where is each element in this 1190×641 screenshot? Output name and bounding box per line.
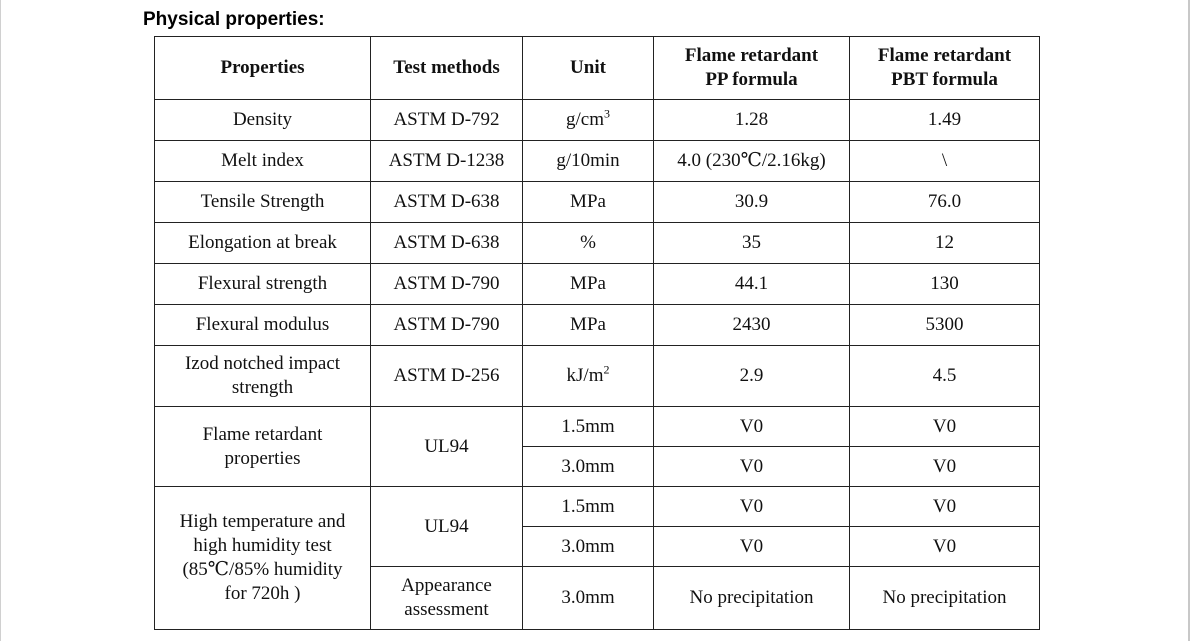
header-pbt-formula (850, 37, 1040, 100)
cell-unit (523, 346, 654, 407)
cell-pp-value: 35 (654, 223, 850, 264)
unit-base: g/cm (566, 109, 604, 130)
cell-unit: g/10min (523, 141, 654, 182)
cell-pp-value: 1.28 (654, 100, 850, 141)
cell-pp-value: V0 (654, 527, 850, 567)
cell-pbt-value: No precipitation (850, 567, 1040, 630)
cell-property: Melt index (155, 141, 371, 182)
cell-pbt-value: 4.5 (850, 346, 1040, 407)
cell-unit: % (523, 223, 654, 264)
table-row-flexural-strength (155, 264, 1040, 305)
property-line2: high humidity test (193, 535, 332, 556)
cell-pbt-value: 5300 (850, 305, 1040, 346)
cell-method: ASTM D-638 (371, 223, 523, 264)
cell-unit: 1.5mm (523, 487, 654, 527)
table-row-elongation (155, 223, 1040, 264)
cell-pp-value: V0 (654, 447, 850, 487)
cell-property: Tensile Strength (155, 182, 371, 223)
cell-pp-value: 2.9 (654, 346, 850, 407)
method-line1: Appearance (401, 575, 492, 596)
cell-pbt-value: 12 (850, 223, 1040, 264)
cell-pp-value: V0 (654, 407, 850, 447)
table-row-flexural-modulus (155, 305, 1040, 346)
cell-method: ASTM D-790 (371, 305, 523, 346)
header-pp-line2: PP formula (705, 69, 798, 90)
cell-pp-value: 44.1 (654, 264, 850, 305)
header-pbt-line2: PBT formula (891, 69, 998, 90)
cell-property: Elongation at break (155, 223, 371, 264)
page-edge-left (0, 0, 1, 641)
cell-method: ASTM D-792 (371, 100, 523, 141)
cell-pp-value: 2430 (654, 305, 850, 346)
unit-base: kJ/m (566, 365, 604, 386)
table-row-density (155, 100, 1040, 141)
section-heading: Physical properties: (143, 9, 325, 30)
header-properties: Properties (155, 37, 371, 100)
property-line3: (85℃/85% humidity (182, 559, 343, 580)
table-header-row (155, 37, 1040, 100)
cell-unit: MPa (523, 264, 654, 305)
header-pp-formula (654, 37, 850, 100)
cell-property: Flexural modulus (155, 305, 371, 346)
cell-unit: 3.0mm (523, 447, 654, 487)
header-pp-line1: Flame retardant (684, 45, 819, 66)
cell-method: ASTM D-256 (371, 346, 523, 407)
cell-pbt-value: V0 (850, 487, 1040, 527)
cell-unit: MPa (523, 182, 654, 223)
cell-property: Flexural strength (155, 264, 371, 305)
cell-property (155, 346, 371, 407)
table-row-tensile-strength (155, 182, 1040, 223)
table-row-melt-index (155, 141, 1040, 182)
physical-properties-table (154, 36, 1040, 630)
header-unit: Unit (523, 37, 654, 100)
unit-superscript: 3 (604, 106, 610, 121)
property-line2: strength (231, 377, 294, 398)
property-line1: Izod notched impact (184, 353, 341, 374)
cell-pbt-value: V0 (850, 447, 1040, 487)
property-line1: Flame retardant (202, 423, 323, 445)
table-row-izod-impact (155, 346, 1040, 407)
cell-pbt-value: 130 (850, 264, 1040, 305)
cell-pbt-value: V0 (850, 407, 1040, 447)
cell-property: Density (155, 100, 371, 141)
cell-unit: 1.5mm (523, 407, 654, 447)
cell-unit (523, 100, 654, 141)
cell-pbt-value: V0 (850, 527, 1040, 567)
table-row-flame-1-5mm (155, 407, 1040, 447)
cell-pbt-value: 76.0 (850, 182, 1040, 223)
cell-property-flame (155, 407, 371, 487)
cell-method: ASTM D-638 (371, 182, 523, 223)
cell-pp-value: No precipitation (654, 567, 850, 630)
cell-method-appearance (371, 567, 523, 630)
cell-method-humidity: UL94 (371, 487, 523, 567)
cell-pp-value: 4.0 (230℃/2.16kg) (654, 141, 850, 182)
property-line2: properties (224, 447, 301, 469)
cell-pbt-value: 1.49 (850, 100, 1040, 141)
cell-unit: MPa (523, 305, 654, 346)
cell-method: ASTM D-1238 (371, 141, 523, 182)
table-row-humidity-1-5mm (155, 487, 1040, 527)
method-line2: assessment (404, 599, 489, 620)
cell-pp-value: 30.9 (654, 182, 850, 223)
cell-pbt-value: \ (850, 141, 1040, 182)
header-test-methods: Test methods (371, 37, 523, 100)
cell-method-flame: UL94 (371, 407, 523, 487)
cell-method: ASTM D-790 (371, 264, 523, 305)
cell-pp-value: V0 (654, 487, 850, 527)
cell-property-humidity (155, 487, 371, 630)
header-pbt-line1: Flame retardant (877, 45, 1012, 66)
cell-unit: 3.0mm (523, 567, 654, 630)
property-line1: High temperature and (179, 511, 346, 532)
unit-superscript: 2 (603, 362, 610, 377)
property-line4: for 720h ) (224, 583, 301, 604)
cell-unit: 3.0mm (523, 527, 654, 567)
